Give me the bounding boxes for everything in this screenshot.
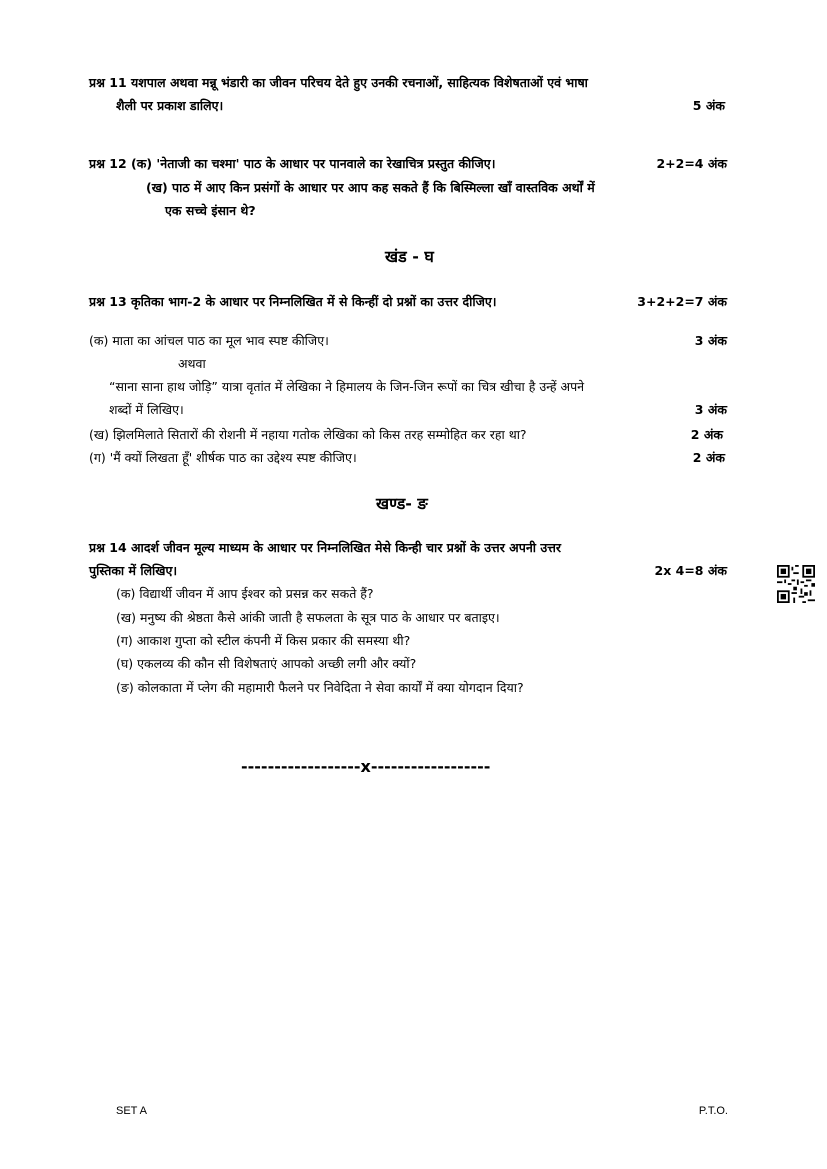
q14-line1: प्रश्न 14 आदर्श जीवन मूल्य माध्यम के आधार पर निम्नलिखित मेसे किन्ही चार प्रश्नों के उत्तर अपनी उत्तर	[89, 540, 561, 555]
q11-line2: शैली पर प्रकाश डालिए।	[116, 98, 224, 113]
q14-item: (क) विद्यार्थी जीवन में आप ईश्वर को प्रसन्न कर सकते हैं?	[116, 586, 374, 601]
q14-line2: पुस्तिका में लिखिए।	[89, 563, 178, 578]
q11-marks: 5 अंक	[692, 98, 725, 113]
qr-code-icon	[777, 565, 815, 603]
q14-marks: 2x 4=8 अंक	[654, 563, 727, 578]
q13-b: (ख) झिलमिलाते सितारों की रोशनी में नहाया गतोक लेखिका को किस तरह सम्मोहित कर रहा था?	[89, 427, 527, 442]
q13-a-marks: 3 अंक	[694, 333, 727, 348]
q12-line2: (ख) पाठ में आए किन प्रसंगों के आधार पर आप कह सकते हैं कि बिस्मिल्ला खाँ वास्तविक अर्थों में	[146, 180, 595, 195]
q14-item: (ग) आकाश गुप्ता को स्टील कंपनी में किस प्रकार की समस्या थी?	[116, 633, 411, 648]
q12-line3: एक सच्चे इंसान थे?	[165, 203, 256, 218]
q12-line1: प्रश्न 12 (क) 'नेताजी का चश्मा' पाठ के आधार पर पानवाले का रेखाचित्र प्रस्तुत कीजिए।	[89, 156, 496, 171]
q13-alt-line2: शब्दों में लिखिए।	[109, 402, 184, 417]
q14-item: (ख) मनुष्य की श्रेष्ठता कैसे आंकी जाती है सफलता के सूत्र पाठ के आधार पर बताइए।	[116, 610, 500, 625]
q13-b-marks: 2 अंक	[690, 427, 723, 442]
q14-item: (घ) एकलव्य की कौन सी विशेषताएं आपको अच्छी लगी और क्यों?	[116, 656, 417, 671]
q13-or: अथवा	[178, 356, 206, 371]
q13-c: (ग) 'मैं क्यों लिखता हूँ' शीर्षक पाठ का उद्देश्य स्पष्ट कीजिए।	[89, 450, 357, 465]
q13-c-marks: 2 अंक	[692, 450, 725, 465]
section-heading-ng: खण्ड- ङ	[376, 494, 428, 513]
q13-alt-line1: “साना साना हाथ जोड़ि” यात्रा वृतांत में लेखिका ने हिमालय के जिन-जिन रूपों का चित्र खीचा है उन्हें अपने	[109, 379, 585, 394]
q13-marks: 3+2+2=7 अंक	[637, 294, 727, 309]
q12-marks: 2+2=4 अंक	[656, 156, 727, 171]
q13-alt-marks: 3 अंक	[694, 402, 727, 417]
q11-line1: प्रश्न 11 यशपाल अथवा मन्नू भंडारी का जीवन परिचय देते हुए उनकी रचनाओं, साहित्यक विशेषताओं एवं भाषा	[89, 75, 588, 90]
section-heading-gh: खंड - घ	[385, 247, 434, 266]
footer-pto-label: P.T.O.	[698, 1105, 728, 1117]
q13-a: (क) माता का आंचल पाठ का मूल भाव स्पष्ट कीजिए।	[89, 333, 329, 348]
q14-item: (ङ) कोलकाता में प्लेग की महामारी फैलने पर निवेदिता ने सेवा कार्यों में क्या योगदान दिया?	[116, 680, 524, 695]
end-separator: ------------------x------------------	[241, 757, 491, 776]
q13-line1: प्रश्न 13 कृतिका भाग-2 के आधार पर निम्नलिखित में से किन्हीं दो प्रश्नों का उत्तर दीजिए।	[89, 294, 497, 309]
footer-set-label: SET A	[116, 1105, 147, 1117]
